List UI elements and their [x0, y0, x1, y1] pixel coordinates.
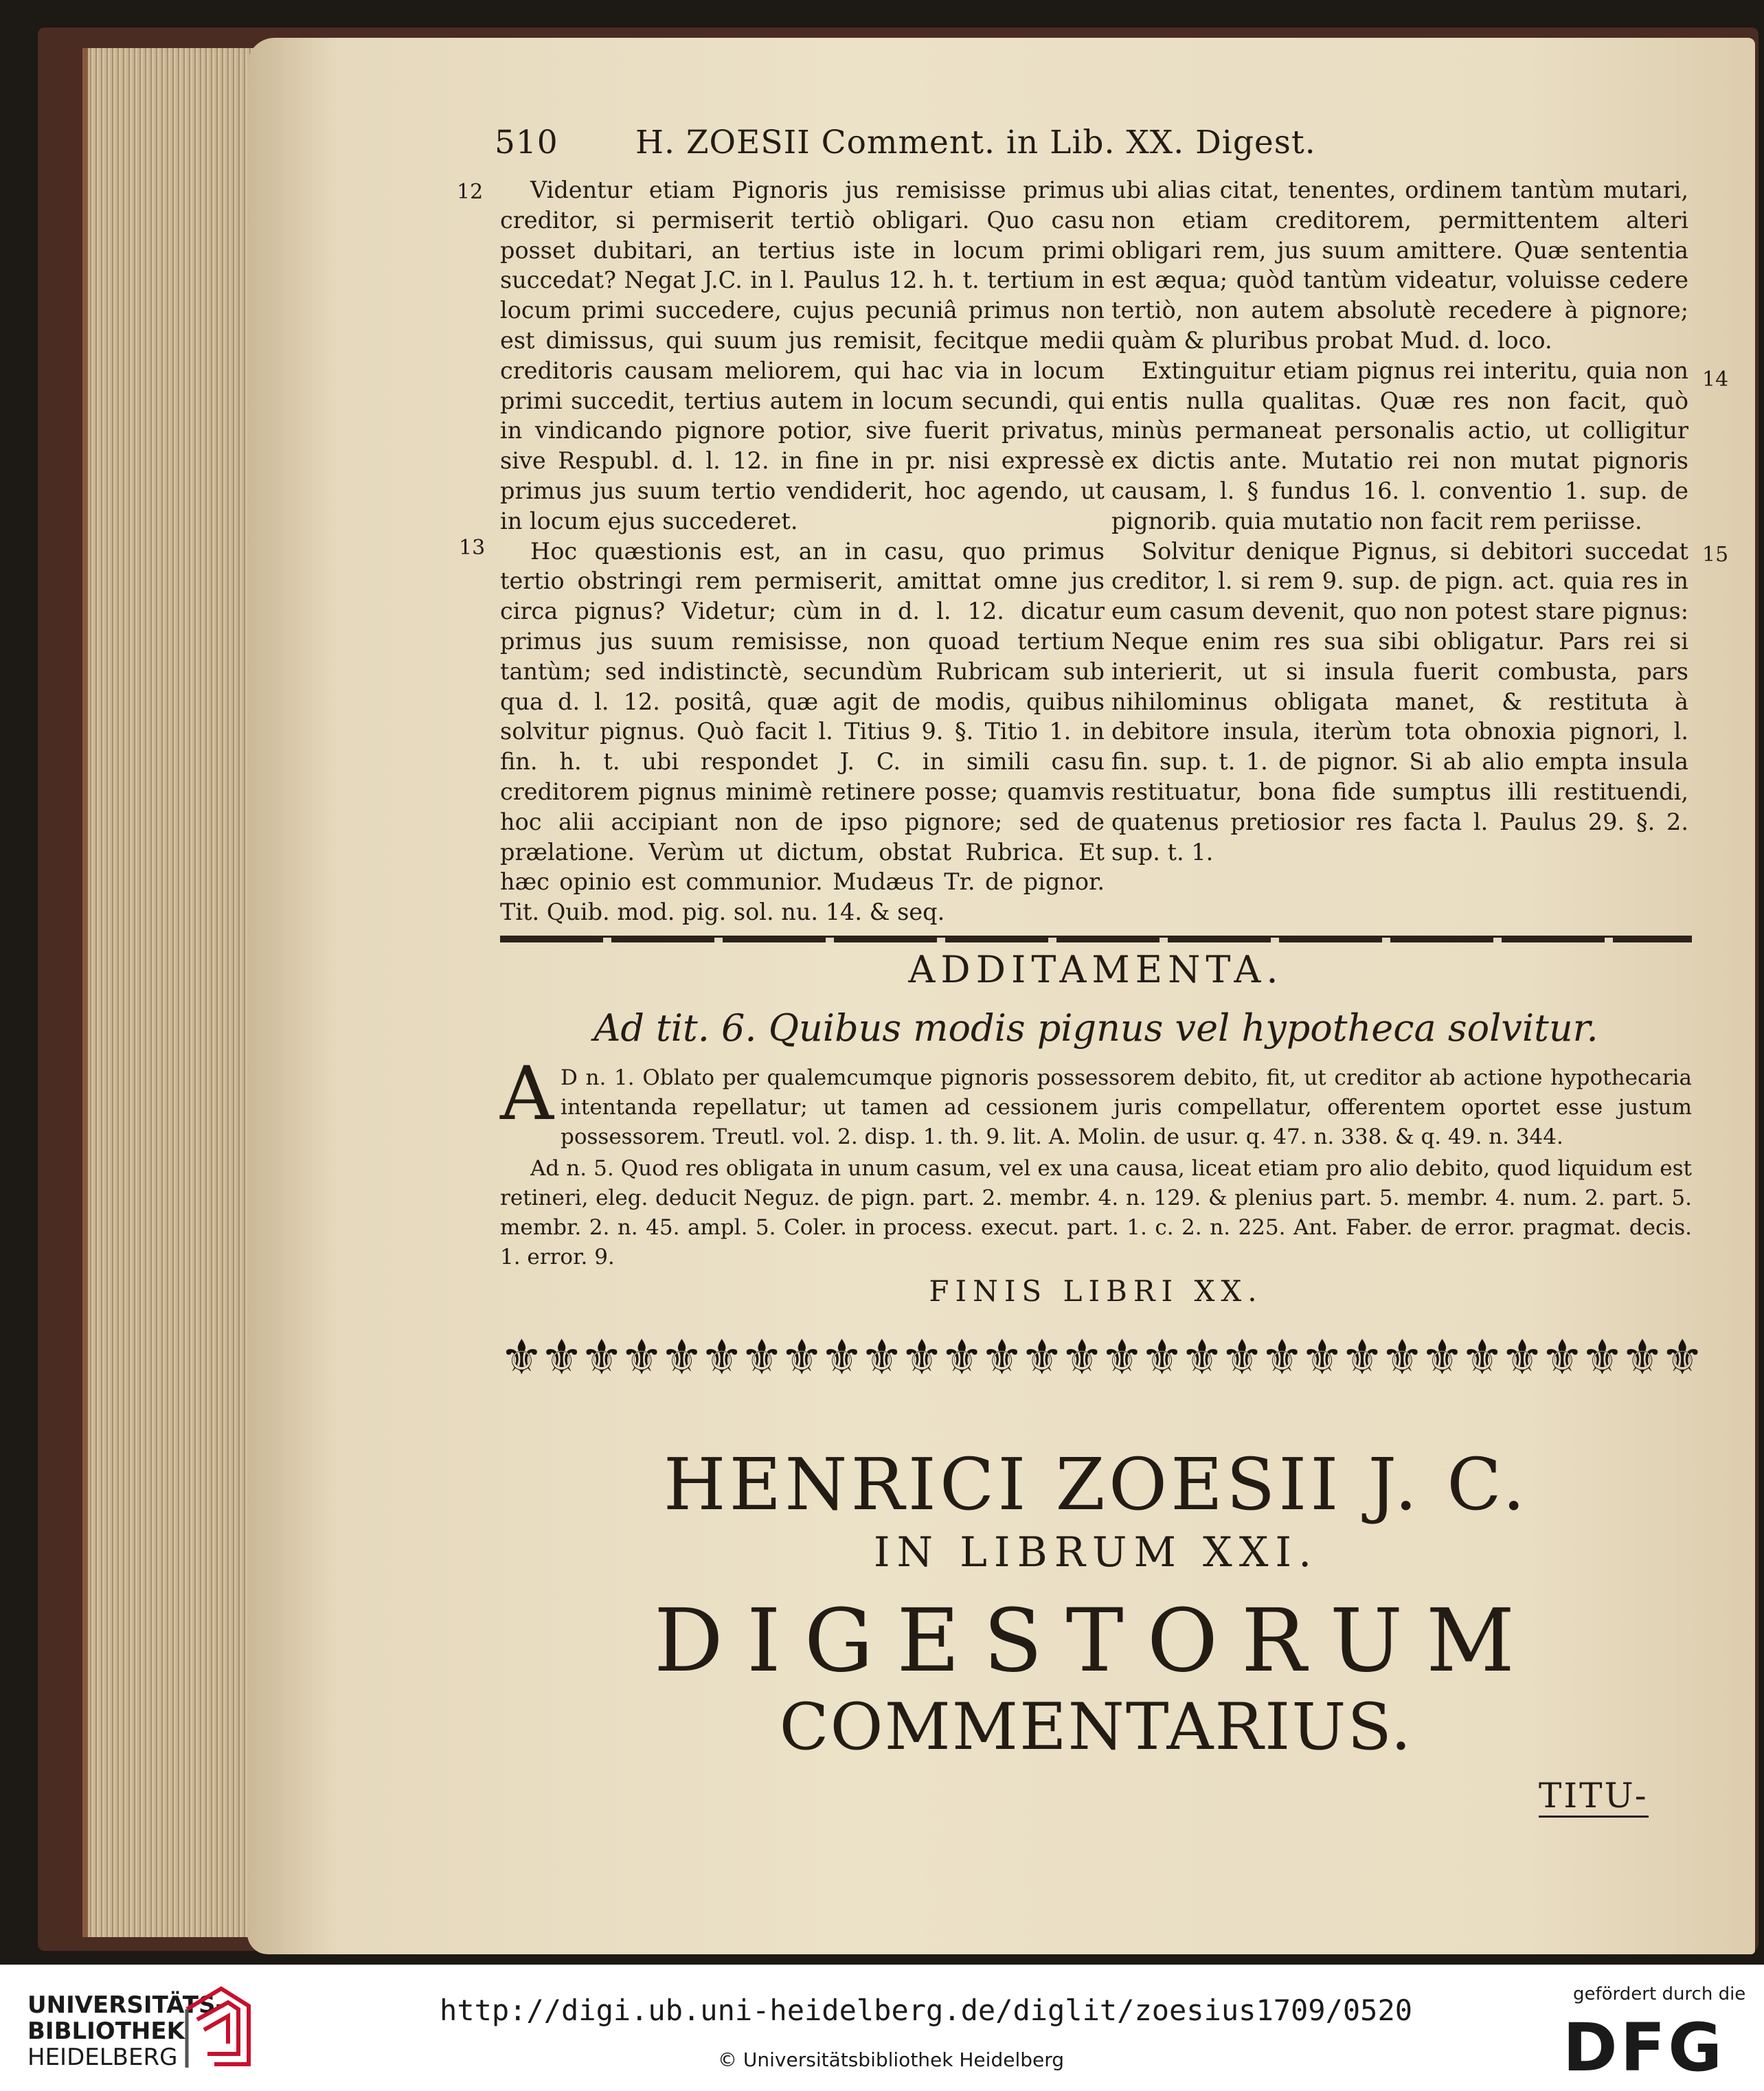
paragraph-15: Solvitur denique Pignus, si debitori succedat creditor, l. si rem 9. sup. de pign. act. quia res in eum casum devenit, quo non potest stare pignus: Neque enim res sua sibi obligatur. Pars rei si interierit, ut si insula fuerit combusta, pars nihilominus obligata manet, & restituta à debitore insula, iterùm tota obnoxia pignori, l. fin. sup. t. 1. de pignor. Si ab alio empta insula restituatur, bona fide sumptus illi restituendi, quatenus pretiosior res facta l. Paulus 29. §. 2. sup. t. 1.: [1111, 537, 1688, 866]
dfg-logo[interactable]: DFG: [1563, 2009, 1726, 2086]
fleuron-icon: ⚜: [660, 1329, 703, 1386]
right-column: [1111, 175, 1688, 867]
fleuron-icon: ⚜: [740, 1329, 784, 1386]
additamenta-paragraph-1: [500, 1051, 1692, 1152]
additamenta-paragraph-1-text: D n. 1. Oblato per qualemcumque pignoris possessorem debito, fit, ut creditor ab actione hypothecaria intentanda repellatur; ut tamen ad cessionem juris compellatur, offerentem oportet esse justum possessorem. Treutl. vol. 2. disp. 1. th. 9. lit. A. Molin. de usur. q. 47. n. 338. & q. 49. n. 344.: [561, 1065, 1692, 1149]
fleuron-icon: ⚜: [1500, 1329, 1544, 1386]
paragraph-continued: ubi alias citat, tenentes, ordinem tantùm mutari, non etiam creditorem, permittentem alteri obligari rem, jus suum amittere. Quæ sententia est æqua; quòd tantùm videatur, voluisse cedere tertiò, non autem absolutè recedere à pignore; quàm & pluribus probat Mud. d. loco.: [1111, 177, 1688, 354]
funder-caption: gefördert durch die: [1573, 1984, 1746, 2004]
margin-number-15: 15: [1702, 543, 1729, 567]
additamenta-subheading: Ad tit. 6. Quibus modis pignus vel hypotheca solvitur.: [593, 1006, 1598, 1050]
fleuron-icon: ⚜: [940, 1329, 984, 1386]
paragraph-14: Extinguitur etiam pignus rei interitu, quia non entis nulla qualitas. Quæ res non facit, quò minùs permaneat personalis actio, ut colligitur ex dictis ante. Mutatio rei non mutat pignoris causam, l. § fundus 16. l. conventio 1. sup. de pignorib. quia mutatio non facit rem periisse.: [1111, 357, 1688, 534]
title-author: HENRICI ZOESII J. C.: [663, 1443, 1529, 1526]
additamenta-heading: ADDITAMENTA.: [908, 948, 1284, 991]
fleuron-icon: ⚜: [1581, 1329, 1624, 1386]
catchword: TITU-: [1539, 1776, 1649, 1818]
fleuron-icon: ⚜: [1260, 1329, 1304, 1386]
section-rule: [500, 936, 1692, 942]
fleuron-icon: ⚜: [1100, 1329, 1144, 1386]
library-logo-icon: [180, 1982, 256, 2071]
fleuron-icon: ⚜: [1421, 1329, 1464, 1386]
fleuron-icon: ⚜: [900, 1329, 944, 1386]
margin-number-12: 12: [457, 180, 484, 204]
page-number: 510: [495, 124, 558, 161]
additamenta-paragraph-2: Ad n. 5. Quod res obligata in unum casum, vel ex una causa, liceat etiam pro alio debito, quod liquidum est retineri, eleg. deducit Neguz. de pign. part. 2. membr. 4. n. 129. & plenius part. 5. membr. 4. num. 2. part. 5. membr. 2. n. 45. ampl. 5. Coler. in process. execut. part. 1. c. 2. n. 225. Ant. Faber. de error. pragmat. decis. 1. error. 9.: [500, 1156, 1692, 1269]
fleuron-icon: ⚜: [1060, 1329, 1104, 1386]
copyright-notice: © Universitätsbibliothek Heidelberg: [718, 2048, 1065, 2071]
fleuron-icon: ⚜: [820, 1329, 863, 1386]
finis-line: FINIS LIBRI XX.: [929, 1274, 1263, 1308]
margin-number-14: 14: [1702, 368, 1729, 392]
permalink-url[interactable]: http://digi.ub.uni-heidelberg.de/diglit/zoesius1709/0520: [440, 1993, 1413, 2027]
drop-cap: A: [500, 1051, 554, 1137]
ornament-band: [500, 1329, 1704, 1422]
title-book: IN LIBRUM XXI.: [873, 1528, 1319, 1576]
fleuron-icon: ⚜: [860, 1329, 904, 1386]
margin-number-13: 13: [459, 536, 486, 560]
library-name-line2: BIBLIOTHEK: [27, 2017, 185, 2045]
fleuron-icon: ⚜: [1340, 1329, 1384, 1386]
fleuron-icon: ⚜: [1220, 1329, 1264, 1386]
viewer-footer: [0, 1965, 1764, 2091]
fleuron-icon: ⚜: [1300, 1329, 1344, 1386]
fleuron-icon: ⚜: [580, 1329, 624, 1386]
fleuron-icon: ⚜: [780, 1329, 824, 1386]
library-name-line3: HEIDELBERG: [27, 2044, 178, 2071]
fleuron-icon: ⚜: [540, 1329, 584, 1386]
left-column: [500, 175, 1105, 927]
running-title: H. ZOESII Comment. in Lib. XX. Digest.: [635, 124, 1316, 161]
fleuron-icon: ⚜: [980, 1329, 1024, 1386]
fleuron-icon: ⚜: [1660, 1329, 1704, 1386]
fleuron-icon: ⚜: [500, 1329, 543, 1386]
fleuron-icon: ⚜: [1460, 1329, 1504, 1386]
fleuron-icon: ⚜: [620, 1329, 664, 1386]
title-digestorum: DIGESTORUM: [653, 1590, 1539, 1691]
fleuron-icon: ⚜: [1140, 1329, 1184, 1386]
library-name-line1: UNIVERSITÄTS-: [27, 1991, 225, 2019]
paragraph-13: Hoc quæstionis est, an in casu, quo primus tertio obstringi rem permiserit, amittat omne jus circa pignus? Videtur; cùm in d. l. 12. dicatur primus jus suum remisisse, non quoad tertium tantùm; sed indistinctè, secundùm Rubricam sub qua d. l. 12. positâ, quæ agit de modis, quibus solvitur pignus. Quò facit l. Titius 9. §. Titio 1. in fin. h. t. ubi respondet J. C. in simili casu creditorem pignus minimè retinere posse; quamvis hoc alii accipiant non de ipso pignore; sed de prælatione. Verùm ut dictum, obstat Rubrica. Et hæc opinio est communior. Mudæus Tr. de pignor. Tit. Quib. mod. pig. sol. nu. 14. & seq.: [500, 537, 1105, 926]
paragraph-12: Videntur etiam Pignoris jus remisisse primus creditor, si permiserit tertiò obligari. Quo casu posset dubitari, an tertius iste in locum primi succedat? Negat J.C. in l. Paulus 12. h. t. tertium in locum primi succedere, cujus pecuniâ primus non est dimissus, qui suum jus remisit, fecitque medii creditoris causam meliorem, qui hac via in locum primi succedit, tertius autem in locum secundi, qui in vindicando pignore potior, sive fuerit privatus, sive Respubl. d. l. 12. in fine in pr. nisi expressè primus jus suum tertio vendiderit, hoc agendo, ut in locum ejus succederet.: [500, 177, 1105, 534]
fleuron-icon: ⚜: [1540, 1329, 1584, 1386]
fleuron-icon: ⚜: [1620, 1329, 1664, 1386]
fleuron-icon: ⚜: [1180, 1329, 1224, 1386]
title-commentarius: COMMENTARIUS.: [779, 1690, 1413, 1765]
fleuron-icon: ⚜: [1380, 1329, 1424, 1386]
fleuron-icon: ⚜: [700, 1329, 744, 1386]
fleuron-icon: ⚜: [1020, 1329, 1064, 1386]
